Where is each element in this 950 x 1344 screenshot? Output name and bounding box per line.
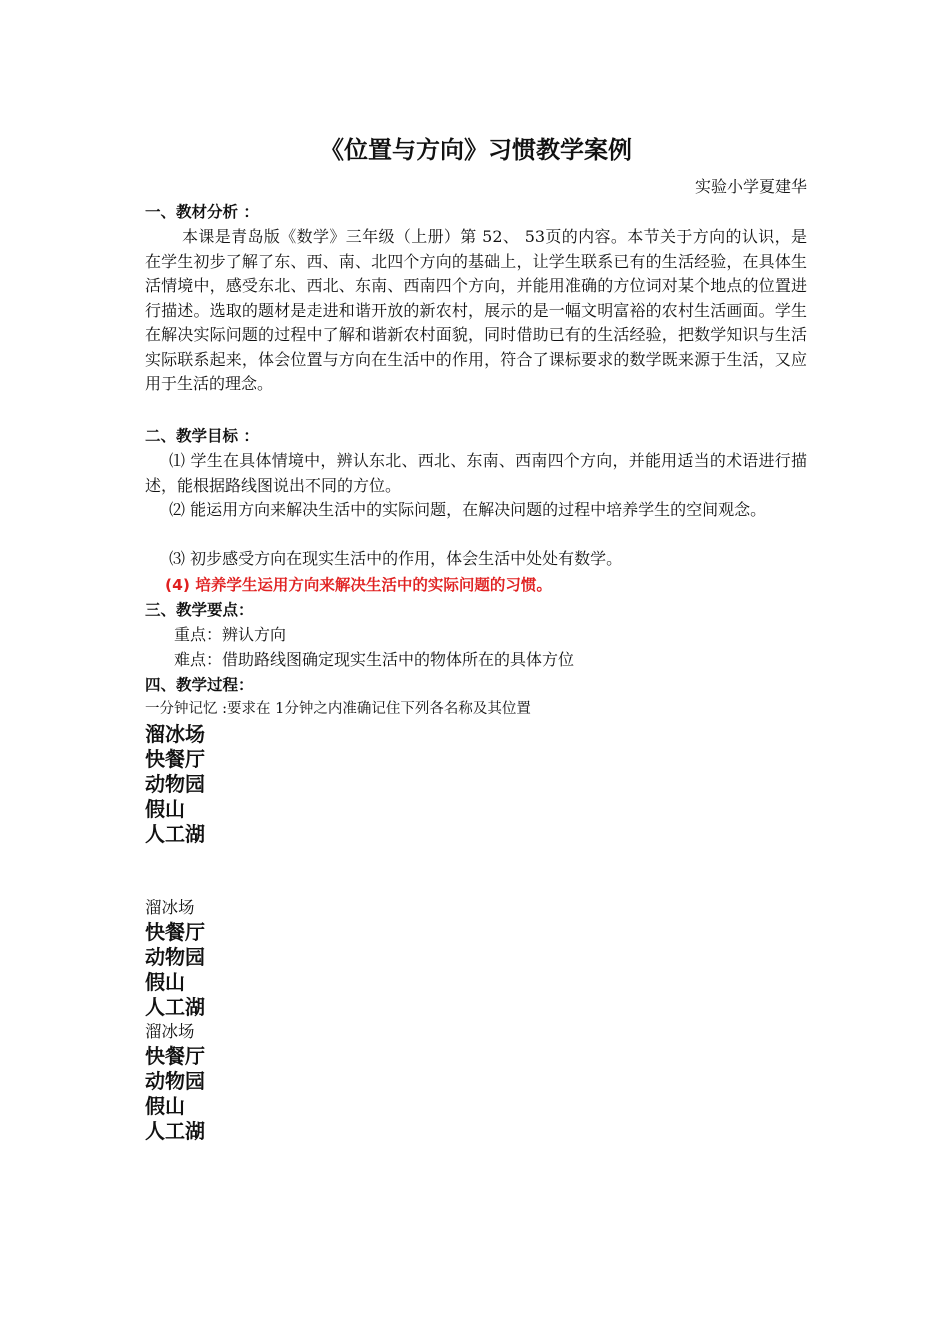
author-line: 实验小学夏建华 (694, 177, 807, 196)
section-heading-goals: 二、教学目标 ： (145, 427, 259, 445)
list-item: 假山 (145, 1094, 185, 1118)
place-list-2 (145, 896, 807, 1020)
list-item: 溜冰场 (145, 722, 205, 746)
key-point: 重点：辨认方向 (174, 625, 287, 644)
list-item: 动物园 (145, 1069, 205, 1093)
list-item: 快餐厅 (145, 747, 205, 771)
list-item: 快餐厅 (145, 920, 205, 944)
material-paragraph: 本课是青岛版《数学》三年级（上册）第 52、 53页的内容。本节关于方向的认识，是在学生初步了解了东、西、南、北四个方向的基础上，让学生联系已有的生活经验，在具体生活情境中，感受东北、西北、东南、西南四个方向，并能用准确的方位词对某个地点的位置进行描述。选取的题材是走进和谐开放的新农村，展示的是一幅文明富裕的农村生活画面。学生在解决实际问题的过程中了解和谐新农村面貌，同时借助已有的生活经验，把数学知识与生活实际联系起来，体会位置与方向在生活中的作用，符合了课标要求的数学既来源于生活，又应用于生活的理念。 (145, 227, 807, 393)
place-list-3 (145, 1020, 807, 1144)
list-item: 人工湖 (145, 1119, 205, 1143)
section-heading-keypoints: 三、教学要点： (145, 601, 254, 619)
list-item: 假山 (145, 797, 185, 821)
goal-item-4-highlight: (4) 培养学生运用方向来解决生活中的实际问题的习惯。 (165, 576, 552, 594)
list-item: 溜冰场 (145, 1022, 195, 1041)
memory-instruction: 一分钟记忆 :要求在 1分钟之内准确记住下列各名称及其位置 (145, 701, 531, 717)
document-title: 《位置与方向》习惯教学案例 (320, 136, 632, 164)
section-heading-process: 四、教学过程： (145, 676, 254, 694)
place-list-1 (145, 722, 807, 847)
section-heading-material: 一、教材分析 ： (145, 203, 259, 221)
goal-item-3: ⑶ 初步感受方向在现实生活中的作用，体会生活中处处有数学。 (169, 549, 623, 568)
goal-item-1: ⑴ 学生在具体情境中，辨认东北、西北、东南、西南四个方向，并能用适当的术语进行描述，能根据路线图说出不同的方位。 (145, 451, 807, 495)
list-item: 动物园 (145, 772, 205, 796)
list-item: 快餐厅 (145, 1044, 205, 1068)
list-item: 人工湖 (145, 822, 205, 846)
difficult-point: 难点：借助路线图确定现实生活中的物体所在的具体方位 (174, 650, 575, 669)
list-item: 动物园 (145, 945, 205, 969)
goal-item-2: ⑵ 能运用方向来解决生活中的实际问题，在解决问题的过程中培养学生的空间观念。 (169, 500, 767, 519)
list-item: 人工湖 (145, 995, 205, 1019)
list-item: 假山 (145, 970, 185, 994)
list-item: 溜冰场 (145, 898, 195, 917)
